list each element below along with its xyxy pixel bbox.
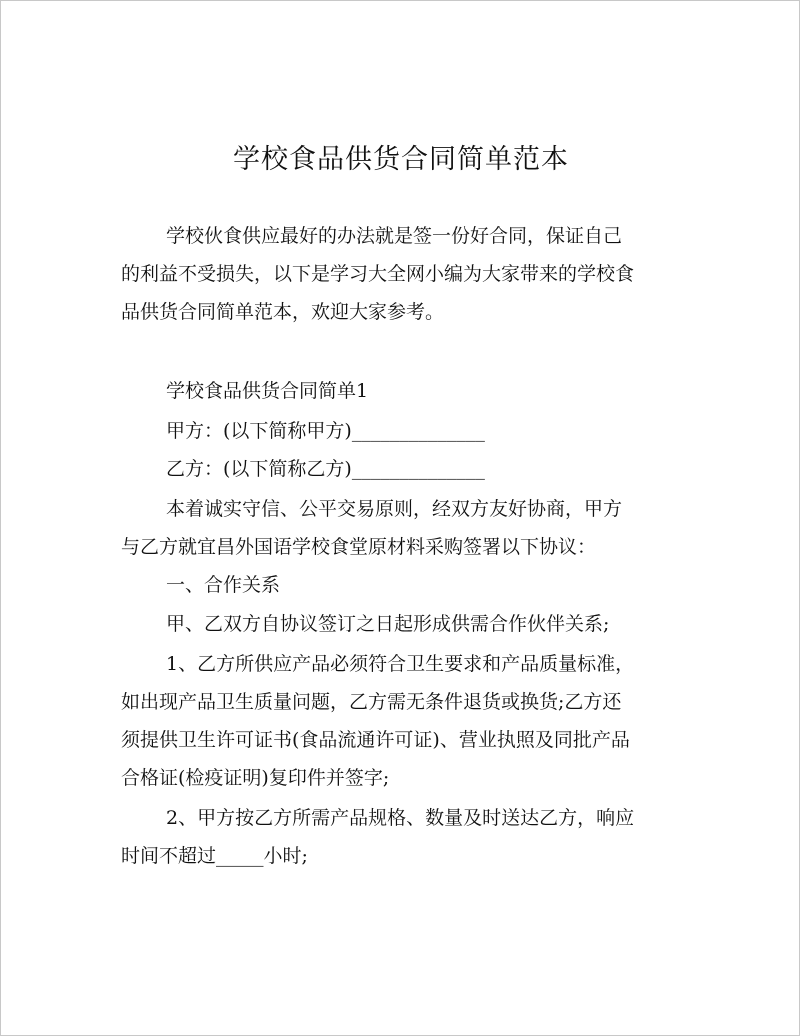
intro-line-1: 学校伙食供应最好的办法就是签一份好合同，保证自己 bbox=[166, 225, 623, 247]
item-1-line-3: 须提供卫生许可证书(食品流通许可证)、营业执照及同批产品 bbox=[121, 729, 630, 751]
item-1-line-4: 合格证(检疫证明)复印件并签字; bbox=[121, 767, 390, 789]
intro-line-3: 品供货合同简单范本，欢迎大家参考。 bbox=[121, 301, 445, 323]
preamble-line-2: 与乙方就宜昌外国语学校食堂原材料采购签署以下协议： bbox=[121, 536, 597, 558]
preamble-line-1: 本着诚实守信、公平交易原则，经双方友好协商，甲方 bbox=[166, 498, 623, 520]
item-2-line-2: 时间不超过_____小时; bbox=[121, 845, 308, 867]
intro-line-2: 的利益不受损失，以下是学习大全网小编为大家带来的学校食 bbox=[121, 263, 635, 285]
item-1-line-1: 1、乙方所供应产品必须符合卫生要求和产品质量标准， bbox=[166, 653, 635, 675]
item-1-line-2: 如出现产品卫生质量问题，乙方需无条件退货或换货;乙方还 bbox=[121, 691, 622, 713]
party-a-line: 甲方：(以下简称甲方)______________ bbox=[166, 420, 485, 442]
clause-one-heading: 一、合作关系 bbox=[166, 574, 281, 596]
clause-one-text: 甲、乙双方自协议签订之日起形成供需合作伙伴关系; bbox=[166, 613, 610, 635]
document-title: 学校食品供货合同简单范本 bbox=[233, 144, 569, 175]
item-2-line-1: 2、甲方按乙方所需产品规格、数量及时送达乙方，响应 bbox=[166, 807, 635, 829]
section-heading: 学校食品供货合同简单1 bbox=[166, 380, 369, 402]
party-b-line: 乙方：(以下简称乙方)______________ bbox=[166, 458, 485, 480]
